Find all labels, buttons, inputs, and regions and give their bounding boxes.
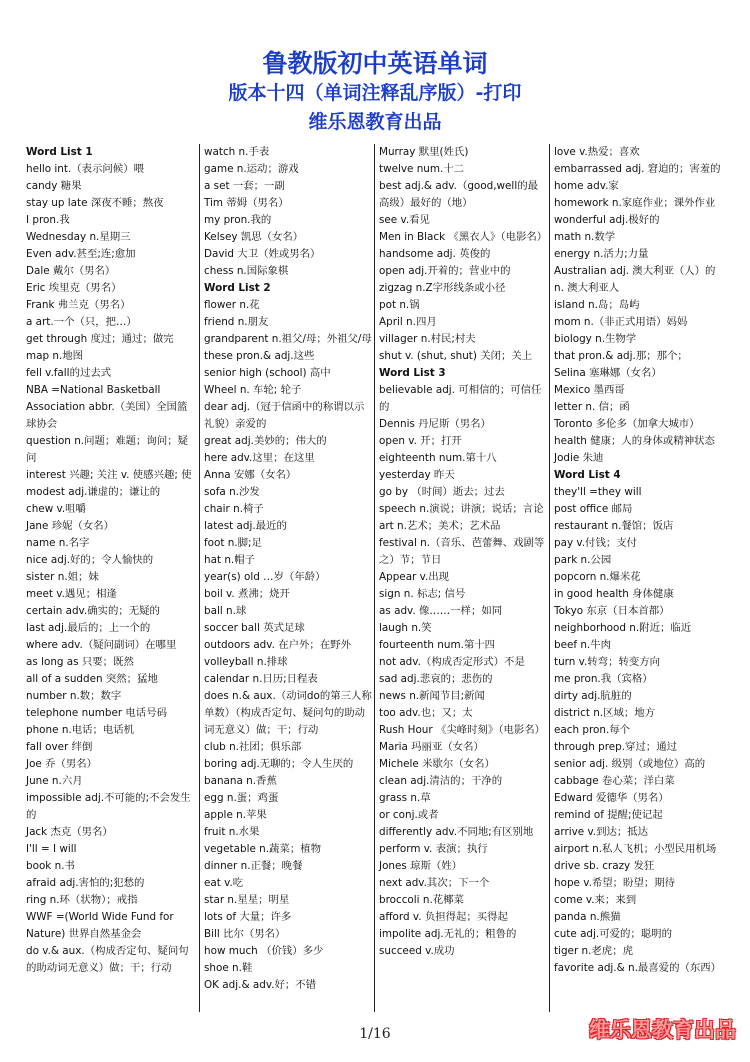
- vocab-entry: volleyball n.排球: [204, 656, 288, 668]
- vocab-entry: island n.岛；岛屿: [554, 299, 640, 311]
- vocab-entry: as long as 只要；既然: [26, 656, 134, 668]
- vocab-entry: impossible adj.不可能的;不会发生的: [26, 792, 191, 821]
- vocab-entry: fourteenth num.第十四: [379, 639, 496, 651]
- vocab-entry: boring adj.无聊的；令人生厌的: [204, 758, 354, 770]
- vocab-entry: senior high (school) 高中: [204, 367, 331, 379]
- document-title: 鲁教版初中英语单词: [262, 49, 488, 78]
- vocab-entry: Frank 弗兰克（男名）: [26, 299, 131, 311]
- watermark-logo: 维乐恩教育出品: [589, 1018, 736, 1042]
- vocab-entry: go by （时间）逝去；过去: [379, 486, 505, 498]
- vocab-entry: egg n.蛋；鸡蛋: [204, 792, 279, 804]
- vocab-entry: afford v. 负担得起；买得起: [379, 911, 508, 923]
- vocab-entry: Jack 杰克（男名）: [26, 826, 113, 838]
- vocab-entry: does n.& aux.（动词do的第三人称单数）（构成否定句、疑问句的助动词无意义）做；干；行动: [204, 690, 372, 736]
- vocab-entry: perform v. 表演；执行: [379, 843, 488, 855]
- vocab-entry: interest 兴趣; 关注 v. 使感兴趣; 使: [26, 469, 192, 481]
- vocab-entry: Joe 乔（男名）: [26, 758, 98, 770]
- vocab-entry: airport n.私人飞机；小型民用机场: [554, 843, 717, 855]
- vocab-entry: senior adj. 级别（或地位）高的: [554, 758, 706, 770]
- vocab-entry: post office 邮局: [554, 503, 633, 515]
- vocab-entry: cute adj.可爱的；聪明的: [554, 928, 672, 940]
- vocab-entry: restaurant n.餐馆；饭店: [554, 520, 674, 532]
- vocab-entry: Rush Hour 《尖峰时刻》（电影名）: [379, 724, 546, 736]
- vocab-entry: letter n. 信；函: [554, 401, 630, 413]
- vocab-entry: Maria 玛丽亚（女名）: [379, 741, 484, 753]
- vocab-entry: fall over 绊倒: [26, 741, 93, 753]
- vocab-entry: year(s) old …岁（年龄）: [204, 571, 326, 583]
- word-list-heading: Word List 4: [554, 469, 621, 481]
- vocab-entry: Tim 蒂姆（男名）: [204, 197, 289, 209]
- vocab-entry: laugh n.笑: [379, 622, 432, 634]
- vocab-entry: flower n.花: [204, 299, 260, 311]
- vocab-entry: I'll = I will: [26, 843, 77, 855]
- vocab-entry: boil v. 煮沸；烧开: [204, 588, 290, 600]
- vocab-entry: get through 度过；通过；做完: [26, 333, 174, 345]
- vocab-entry: popcorn n.爆米花: [554, 571, 641, 583]
- vocab-entry: David 大卫（姓或男名）: [204, 248, 321, 260]
- vocab-entry: open v. 开；打开: [379, 435, 462, 447]
- vocab-entry: through prep.穿过；通过: [554, 741, 678, 753]
- vocab-entry: each pron.每个: [554, 724, 631, 736]
- vocab-entry: apple n.苹果: [204, 809, 267, 821]
- vocab-entry: Even adv.甚至;连;愈加: [26, 248, 136, 260]
- vocab-entry: modest adj.谦虚的；谦让的: [26, 486, 161, 498]
- vocab-entry: NBA =National Basketball: [26, 384, 161, 396]
- vocab-entry: shut v. (shut, shut) 关闭；关上: [379, 350, 533, 362]
- vocab-entry: Bill 比尔（男名）: [204, 928, 286, 940]
- vocab-entry: turn v.转弯；转变方向: [554, 656, 661, 668]
- vocab-entry: fell v.fall的过去式: [26, 367, 112, 379]
- vocab-entry: or conj.或者: [379, 809, 439, 821]
- vocab-entry: last adj.最后的；上一个的: [26, 622, 151, 634]
- vocab-entry: festival n.（音乐、芭蕾舞、戏剧等之）节；节日: [379, 537, 545, 566]
- vocab-entry: that pron.& adj.那；那个；: [554, 350, 688, 362]
- vocab-entry: handsome adj. 英俊的: [379, 248, 491, 260]
- vocab-entry: how much （价钱）多少: [204, 945, 324, 957]
- vocab-entry: zigzag n.Z字形线条或小径: [379, 282, 506, 294]
- vocab-entry: shoe n.鞋: [204, 962, 253, 974]
- vocab-entry: lots of 大量；许多: [204, 911, 292, 923]
- vocab-entry: Eric 埃里克（男名）: [26, 282, 122, 294]
- vocab-entry: sign n. 标志; 信号: [379, 588, 466, 600]
- word-list-heading: Word List 2: [204, 282, 271, 294]
- vocab-entry: these pron.& adj.这些: [204, 350, 315, 362]
- vocab-entry: mom n.（非正式用语）妈妈: [554, 316, 688, 328]
- vocab-entry: map n.地图: [26, 350, 84, 362]
- vocab-entry: sad adj.悲哀的；悲伤的: [379, 673, 493, 685]
- vocab-entry: my pron.我的: [204, 214, 272, 226]
- vocab-entry: number n.数；数字: [26, 690, 122, 702]
- word-list-heading: Word List 1: [26, 146, 93, 158]
- vocab-entry: panda n.熊猫: [554, 911, 621, 923]
- vocab-entry: come v.来；来到: [554, 894, 637, 906]
- vocab-entry: here adv.这里；在这里: [204, 452, 315, 464]
- vocab-entry: clean adj.清洁的；干净的: [379, 775, 503, 787]
- vocab-entry: telephone number 电话号码: [26, 707, 167, 719]
- vocab-entry: Michele 米歇尔（女名）: [379, 758, 495, 770]
- vocab-entry: Dale 戴尔（男名）: [26, 265, 116, 277]
- vocab-entry: vegetable n.蔬菜；植物: [204, 843, 321, 855]
- vocab-entry: villager n.村民;村夫: [379, 333, 476, 345]
- page-number: 1/16: [359, 1026, 391, 1042]
- vocab-entry: sofa n.沙发: [204, 486, 260, 498]
- vocab-entry: game n.运动；游戏: [204, 163, 299, 175]
- vocab-entry: meet v.遇见；相逢: [26, 588, 117, 600]
- vocab-entry: tiger n.老虎；虎: [554, 945, 633, 957]
- column-1: [24, 144, 199, 1012]
- vocab-entry: watch n.手表: [204, 146, 270, 158]
- vocab-entry: next adv.其次；下一个: [379, 877, 490, 889]
- vocab-entry: Nature) 世界自然基金会: [26, 928, 142, 940]
- vocab-entry: June n.六月: [26, 775, 83, 787]
- vocab-entry: question n.问题；难题；询问；疑问: [26, 435, 188, 464]
- vocab-entry: homework n.家庭作业；课外作业: [554, 197, 716, 209]
- vocab-entry: dirty adj.肮脏的: [554, 690, 632, 702]
- vocab-entry: Jane 珍妮（女名）: [26, 520, 115, 532]
- vocab-entry: Anna 安娜（女名）: [204, 469, 297, 481]
- vocab-entry: name n.名字: [26, 537, 90, 549]
- vocab-entry: candy 糖果: [26, 180, 82, 192]
- vocab-entry: dinner n.正餐；晚餐: [204, 860, 303, 872]
- vocab-entry: Kelsey 凯思（女名）: [204, 231, 304, 243]
- vocab-entry: do v.& aux.（构成否定句、疑问句的助动词无意义）做；干；行动: [26, 945, 189, 974]
- vocab-entry: WWF =(World Wide Fund for: [26, 911, 174, 923]
- vocab-entry: chew v.咀嚼: [26, 503, 86, 515]
- vocab-entry: certain adv.确实的；无疑的: [26, 605, 160, 617]
- vocab-entry: district n.区域；地方: [554, 707, 656, 719]
- vocab-entry: embarrassed adj. 窘迫的；害羞的: [554, 163, 721, 175]
- vocab-entry: stay up late 深夜不睡；熬夜: [26, 197, 164, 209]
- vocab-entry: Association abbr.（美国）全国篮球协会: [26, 401, 188, 430]
- vocab-entry: they'll =they will: [554, 486, 642, 498]
- vocab-entry: Australian adj. 澳大利亚（人）的 n. 澳大利亚人: [554, 265, 716, 294]
- vocab-entry: Selina 塞琳娜（女名）: [554, 367, 662, 379]
- vocab-entry: Men in Black 《黑衣人》（电影名）: [379, 231, 548, 243]
- vocab-entry: Wheel n. 车轮; 轮子: [204, 384, 302, 396]
- vocab-entry: Tokyo 东京（日本首都）: [554, 605, 670, 617]
- vocab-entry: Jones 琼斯（姓）: [379, 860, 463, 872]
- vocab-entry: foot n.脚;足: [204, 537, 262, 549]
- vocab-entry: Appear v.出现: [379, 571, 450, 583]
- vocab-entry: yesterday 昨天: [379, 469, 455, 481]
- vocab-entry: health 健康；人的身体或精神状态: [554, 435, 715, 447]
- vocab-entry: me pron.我（宾格）: [554, 673, 653, 685]
- vocab-entry: see v.看见: [379, 214, 430, 226]
- vocab-entry: not adv.（构成否定形式）不是: [379, 656, 525, 668]
- vocab-entry: nice adj.好的；令人愉快的: [26, 554, 154, 566]
- vocab-entry: home adv.家: [554, 180, 619, 192]
- vocab-entry: park n.公园: [554, 554, 612, 566]
- vocab-entry: soccer ball 英式足球: [204, 622, 305, 634]
- word-list-heading: Word List 3: [379, 367, 446, 379]
- vocab-entry: Edward 爱德华（男名）: [554, 792, 669, 804]
- vocab-entry: neighborhood n.附近；临近: [554, 622, 692, 634]
- document-subtitle: 版本十四（单词注释乱序版）-打印: [228, 82, 522, 104]
- vocab-entry: banana n.香蕉: [204, 775, 277, 787]
- vocab-entry: hope v.希望；盼望；期待: [554, 877, 676, 889]
- vocab-entry: news n.新闻节目;新闻: [379, 690, 485, 702]
- document-publisher: 维乐恩教育出品: [308, 111, 442, 133]
- vocab-entry: pot n.锅: [379, 299, 420, 311]
- vocab-entry: in good health 身体健康: [554, 588, 674, 600]
- vocab-entry: beef n.牛肉: [554, 639, 612, 651]
- vocab-entry: remind of 提醒;使记起: [554, 809, 663, 821]
- vocab-entry: grandparent n.祖父/母；外祖父/母: [204, 333, 372, 345]
- vocab-entry: hello int.（表示问候）喂: [26, 163, 144, 175]
- vocab-entry: ring n.环（状物）；戒指: [26, 894, 138, 906]
- vocab-entry: calendar n.日历;日程表: [204, 673, 318, 685]
- vocab-entry: speech n.演说；讲演；说话；言论: [379, 503, 544, 515]
- vocab-entry: cabbage 卷心菜；洋白菜: [554, 775, 675, 787]
- vocab-entry: math n.数学: [554, 231, 616, 243]
- vocab-entry: dear adj.（冠于信函中的称谓以示礼貌）亲爱的: [204, 401, 365, 430]
- vocab-entry: Dennis 丹尼斯（男名）: [379, 418, 491, 430]
- vocab-entry: ball n.球: [204, 605, 247, 617]
- column-3: [374, 144, 549, 1012]
- vocab-entry: hat n.帽子: [204, 554, 255, 566]
- vocab-entry: wonderful adj.极好的: [554, 214, 660, 226]
- vocab-entry: afraid adj.害怕的;犯愁的: [26, 877, 145, 889]
- column-4: [549, 144, 724, 1012]
- vocab-entry: too adv.也；又；太: [379, 707, 473, 719]
- vocab-entry: art n.艺术；美术；艺术品: [379, 520, 501, 532]
- vocab-entry: chair n.椅子: [204, 503, 264, 515]
- vocab-entry: OK adj.& adv.好；不错: [204, 979, 317, 991]
- vocab-entry: friend n.朋友: [204, 316, 269, 328]
- vocab-entry: Murray 默里(姓氏): [379, 146, 469, 158]
- vocab-entry: succeed v.成功: [379, 945, 455, 957]
- vocab-entry: Wednesday n.星期三: [26, 231, 131, 243]
- vocab-entry: drive sb. crazy 发狂: [554, 860, 655, 872]
- vocab-entry: sister n.姐；妹: [26, 571, 99, 583]
- vocab-entry: Jodie 朱迪: [554, 452, 604, 464]
- vocab-entry: great adj.美妙的；伟大的: [204, 435, 327, 447]
- vocab-entry: club n.社团；俱乐部: [204, 741, 302, 753]
- vocab-entry: Mexico 墨西哥: [554, 384, 625, 396]
- vocab-entry: open adj.开着的；营业中的: [379, 265, 511, 277]
- vocab-entry: best adj.& adv.（good,well的最高级）最好的（地）: [379, 180, 538, 209]
- vocab-entry: believable adj. 可相信的；可信任的: [379, 384, 542, 413]
- vocab-entry: eat v.吃: [204, 877, 244, 889]
- vocab-entry: I pron.我: [26, 214, 70, 226]
- vocab-entry: favorite adj.& n.最喜爱的（东西）: [554, 962, 722, 974]
- vocab-entry: where adv.（疑问副词）在哪里: [26, 639, 177, 651]
- vocab-entry: a art.一个（只，把…）: [26, 316, 137, 328]
- vocab-entry: Toronto 多伦多（加拿大城市）: [554, 418, 700, 430]
- vocab-entry: energy n.活力;力量: [554, 248, 649, 260]
- vocab-entry: eighteenth num.第十八: [379, 452, 497, 464]
- vocab-entry: outdoors adv. 在户外；在野外: [204, 639, 351, 651]
- vocab-entry: all of a sudden 突然；猛地: [26, 673, 158, 685]
- vocab-entry: as adv. 像……一样；如同: [379, 605, 503, 617]
- vocab-entry: a set 一套；一副: [204, 180, 285, 192]
- column-2: [199, 144, 374, 1012]
- vocab-entry: star n.星星；明星: [204, 894, 290, 906]
- vocab-entry: grass n.草: [379, 792, 431, 804]
- vocab-entry: fruit n.水果: [204, 826, 260, 838]
- vocab-entry: biology n.生物学: [554, 333, 637, 345]
- vocab-entry: impolite adj.无礼的；粗鲁的: [379, 928, 517, 940]
- vocab-entry: phone n.电话；电话机: [26, 724, 135, 736]
- vocab-entry: book n.书: [26, 860, 75, 872]
- word-list-columns: [24, 144, 724, 1012]
- vocab-entry: differently adv.不同地;有区别地: [379, 826, 534, 838]
- vocab-entry: arrive v.到达；抵达: [554, 826, 649, 838]
- vocab-entry: latest adj.最近的: [204, 520, 287, 532]
- vocab-entry: twelve num.十二: [379, 163, 465, 175]
- vocab-entry: broccoli n.花椰菜: [379, 894, 464, 906]
- vocab-entry: love v.热爱；喜欢: [554, 146, 640, 158]
- vocab-entry: chess n.国际象棋: [204, 265, 289, 277]
- vocab-entry: pay v.付钱；支付: [554, 537, 638, 549]
- vocab-entry: April n.四月: [379, 316, 437, 328]
